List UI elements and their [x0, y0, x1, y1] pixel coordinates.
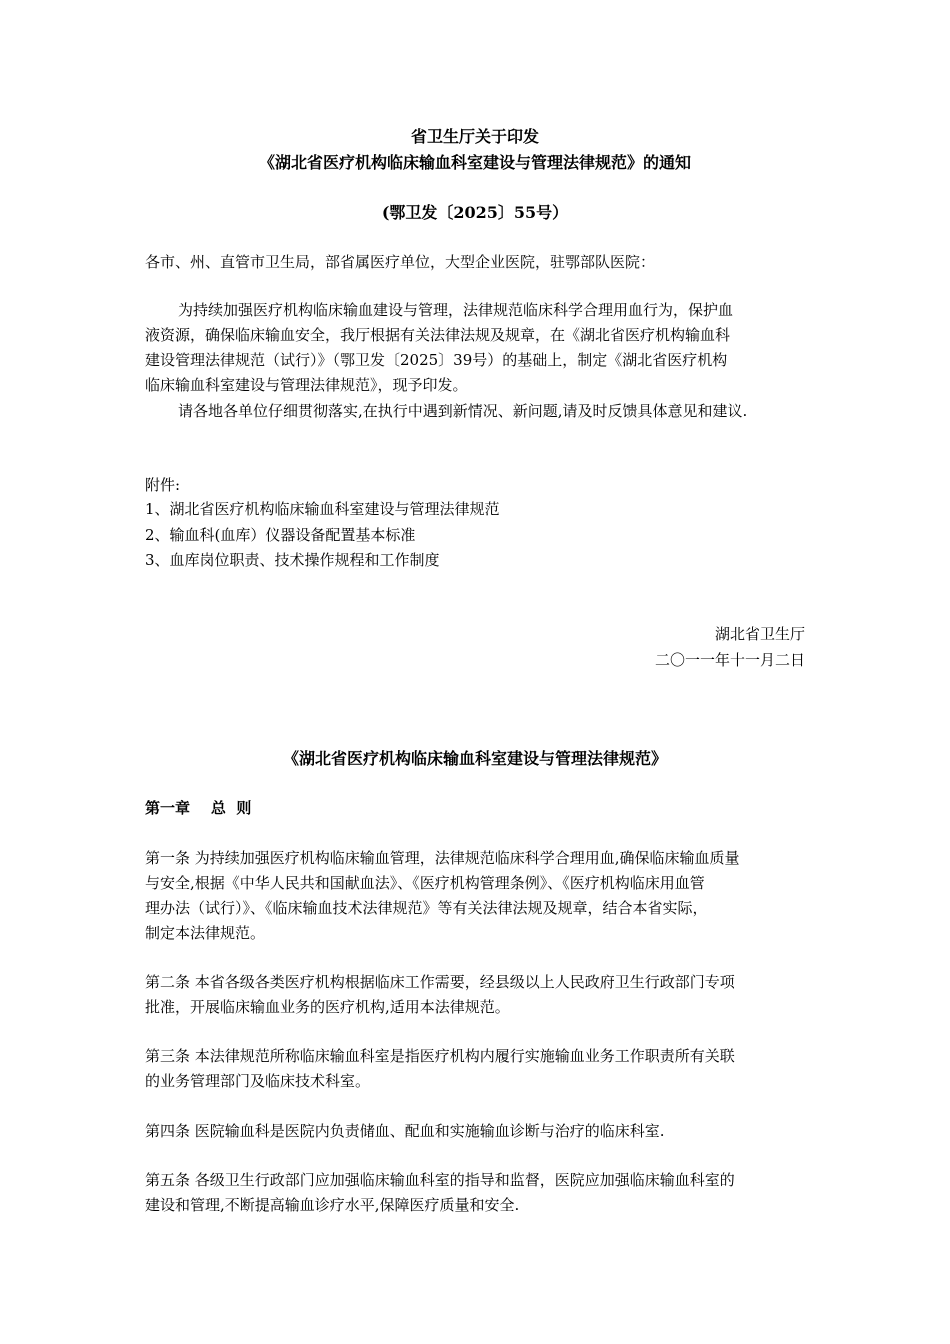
para1-line2: 液资源，确保临床输血安全，我厅根据有关法律法规及规章，在《湖北省医疗机构输血科 — [145, 326, 731, 344]
article5-line2: 建设和管理,不断提高输血诊疗水平,保障医疗质量和安全. — [145, 1196, 520, 1214]
signature-org: 湖北省卫生厅 — [714, 625, 805, 643]
article1-line3: 理办法（试行）》、《临床输血技术法律规范》等有关法律法规及规章，结合本省实际， — [145, 899, 708, 917]
article5-line1: 第五条 各级卫生行政部门应加强临床输血科室的指导和监督，医院应加强临床输血科室的 — [145, 1171, 735, 1189]
attachment-item: 2、输血科(血库）仪器设备配置基本标准 — [145, 526, 416, 544]
recipients: 各市、州、直管市卫生局，部省属医疗单位，大型企业医院，驻鄂部队医院： — [145, 253, 656, 271]
doc-number: (鄂卫发〔2025〕55号） — [381, 203, 569, 222]
article1-line2: 与安全,根据《中华人民共和国献血法》、《医疗机构管理条例》、《医疗机构临床用血管 — [145, 874, 705, 892]
article1-line1: 第一条 为持续加强医疗机构临床输血管理，法律规范临床科学合理用血,确保临床输血质量 — [145, 849, 740, 867]
regulation-title: 《湖北省医疗机构临床输血科室建设与管理法律规范》 — [282, 749, 667, 768]
article2-line1: 第二条 本省各级各类医疗机构根据临床工作需要，经县级以上人民政府卫生行政部门专项 — [145, 973, 735, 991]
article3-line1: 第三条 本法律规范所称临床输血科室是指医疗机构内履行实施输血业务工作职责所有关联 — [145, 1047, 735, 1065]
article4: 第四条 医院输血科是医院内负责储血、配血和实施输血诊断与治疗的临床科室. — [145, 1122, 665, 1140]
article3-line2: 的业务管理部门及临床技术科室。 — [145, 1072, 371, 1090]
attachments-heading: 附件: — [145, 476, 181, 494]
notice-title-line2: 《湖北省医疗机构临床输血科室建设与管理法律规范》的通知 — [258, 153, 691, 172]
article1-line4: 制定本法律规范。 — [145, 924, 266, 942]
para2: 请各地各单位仔细贯彻落实,在执行中遇到新情况、新问题,请及时反馈具体意见和建议. — [178, 402, 748, 420]
para1-line4: 临床输血科室建设与管理法律规范》，现予印发。 — [145, 376, 468, 394]
attachment-item: 3、血库岗位职责、技术操作规程和工作制度 — [145, 551, 440, 569]
notice-title-line1: 省卫生厅关于印发 — [410, 127, 539, 146]
para1-line3: 建设管理法律规范（试行）》（鄂卫发〔2025〕39号）的基础上，制定《湖北省医疗机构 — [145, 351, 728, 369]
signature-date: 二〇一一年十一月二日 — [654, 651, 805, 669]
para1-line1: 为持续加强医疗机构临床输血建设与管理，法律规范临床科学合理用血行为，保护血 — [178, 301, 734, 319]
chapter-heading: 第一章 总 则 — [145, 799, 252, 817]
attachment-item: 1、湖北省医疗机构临床输血科室建设与管理法律规范 — [145, 500, 500, 518]
article2-line2: 批准，开展临床输血业务的医疗机构,适用本法律规范。 — [145, 998, 510, 1016]
